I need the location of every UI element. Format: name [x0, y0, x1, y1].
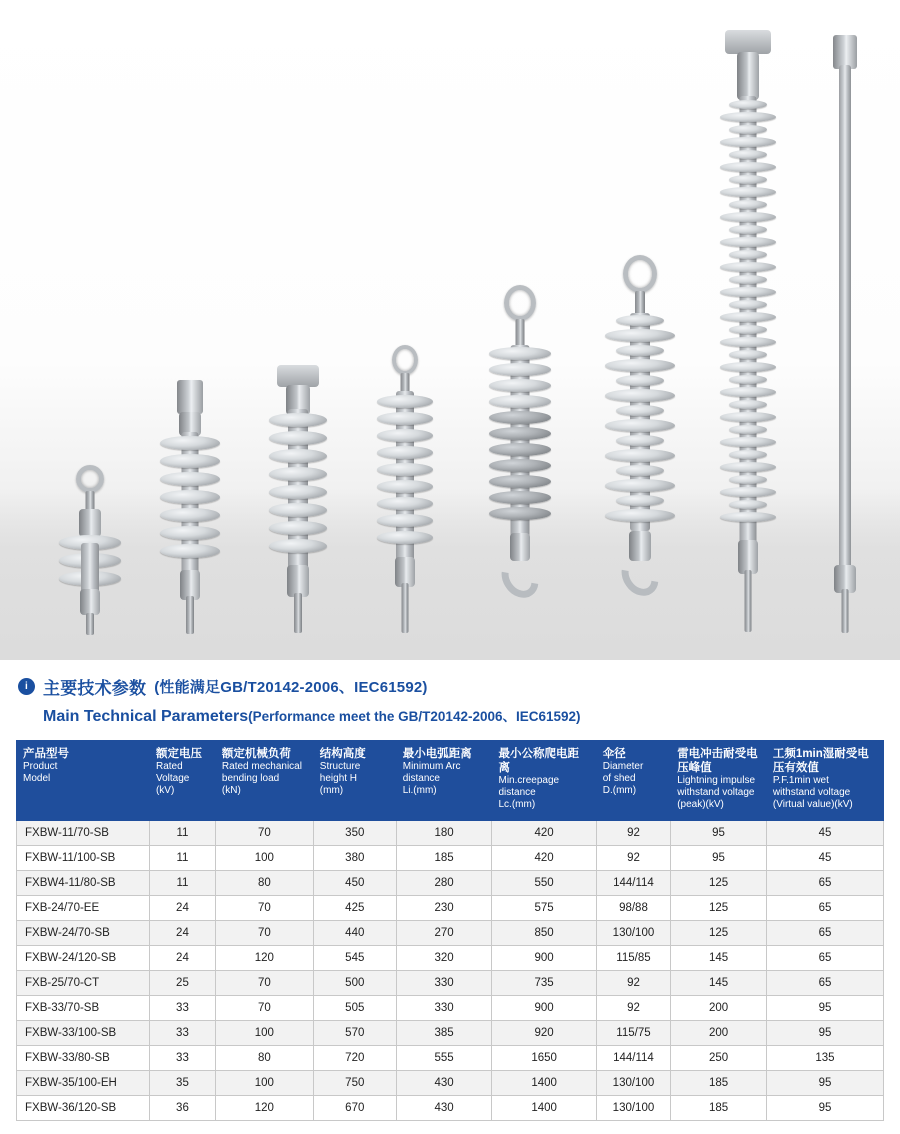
cell-value: 180: [396, 820, 492, 845]
cell-value: 570: [313, 1020, 396, 1045]
shed: [720, 437, 776, 447]
shed: [605, 329, 675, 342]
shed: [616, 345, 664, 356]
shed: [160, 526, 220, 540]
cell-value: 70: [215, 995, 313, 1020]
shed: [489, 347, 551, 360]
shed: [605, 449, 675, 462]
hook-fitting-icon: [614, 549, 666, 603]
cell-value: 98/88: [596, 895, 670, 920]
header-en: Product Model: [23, 761, 58, 785]
ball-socket-fitting-icon: [277, 365, 319, 387]
cell-value: 545: [313, 945, 396, 970]
cell-value: 120: [215, 1095, 313, 1120]
header-cn: 最小公称爬电距离: [498, 748, 579, 775]
shed: [720, 412, 776, 422]
lower-stem: [402, 583, 409, 633]
shed: [605, 359, 675, 372]
shed: [377, 531, 433, 544]
cell-value: 70: [215, 920, 313, 945]
cell-value: 270: [396, 920, 492, 945]
cell-value: 65: [766, 970, 883, 995]
cell-value: 115/75: [596, 1020, 670, 1045]
table-row: [17, 895, 884, 920]
cell-product-model: FXBW4-11/80-SB: [17, 870, 150, 895]
shed: [377, 429, 433, 442]
metal-rod: [401, 373, 410, 393]
eye-fitting-icon: [504, 285, 536, 321]
cell-value: 33: [149, 1020, 215, 1045]
cell-value: 11: [149, 820, 215, 845]
shed: [269, 521, 327, 535]
eye-fitting-icon: [623, 255, 657, 293]
cell-value: 720: [313, 1045, 396, 1070]
cell-value: 200: [671, 1020, 767, 1045]
shed: [729, 225, 767, 234]
section-heading: [0, 660, 900, 728]
shed: [489, 363, 551, 376]
cell-value: 125: [671, 895, 767, 920]
cell-value: 95: [671, 845, 767, 870]
cell-value: 100: [215, 845, 313, 870]
core-shaft: [839, 65, 851, 570]
cell-value: 550: [492, 870, 596, 895]
insulator-7-fxbw-35-100: [695, 30, 800, 635]
shed: [616, 315, 664, 326]
cell-value: 144/114: [596, 1045, 670, 1070]
cell-value: 420: [492, 845, 596, 870]
shed: [605, 479, 675, 492]
table-header-cell-2: [215, 741, 313, 821]
shed: [489, 379, 551, 392]
cell-value: 430: [396, 1095, 492, 1120]
heading-en-title: Main Technical Parameters: [43, 708, 249, 725]
cell-value: 45: [766, 845, 883, 870]
heading-cn-sub: (性能满足GB/T20142-2006、IEC61592): [154, 679, 428, 696]
header-cn: 结构高度: [319, 748, 366, 760]
cell-product-model: FXB-33/70-SB: [17, 995, 150, 1020]
header-en: Lightning impulse withstand voltage (peak)(kV): [677, 775, 756, 811]
insulator-6-fxbw-33-100: [585, 255, 695, 635]
cell-product-model: FXBW-11/100-SB: [17, 845, 150, 870]
table-header-cell-6: [596, 741, 670, 821]
cell-value: 145: [671, 970, 767, 995]
shed: [616, 375, 664, 386]
shed: [720, 512, 776, 522]
shed: [605, 509, 675, 522]
cell-value: 230: [396, 895, 492, 920]
shed: [729, 275, 767, 284]
shed: [616, 465, 664, 476]
table-header-cell-8: [766, 741, 883, 821]
header-en: Rated Voltage (kV): [155, 761, 190, 797]
table-row: [17, 1070, 884, 1095]
cell-value: 95: [766, 995, 883, 1020]
header-cn: 最小电弧距离: [402, 748, 472, 760]
insulator-2-fxbw-11-100: [145, 380, 235, 635]
cell-value: 24: [149, 920, 215, 945]
cell-value: 70: [215, 895, 313, 920]
shed: [160, 472, 220, 486]
shed: [729, 300, 767, 309]
table-row: [17, 870, 884, 895]
lower-cap: [738, 540, 758, 574]
cell-value: 95: [766, 1020, 883, 1045]
cell-value: 130/100: [596, 1070, 670, 1095]
cell-value: 70: [215, 820, 313, 845]
shed: [489, 459, 551, 472]
heading-en-sub: (Performance meet the GB/T20142-2006、IEC61592): [248, 709, 581, 724]
header-cn: 额定机械负荷: [221, 748, 291, 760]
header-en: P.F.1min wet withstand voltage (Virtual value)(kV): [772, 775, 853, 811]
shed: [489, 411, 551, 424]
shed: [720, 112, 776, 122]
table-row: [17, 1095, 884, 1120]
cell-value: 135: [766, 1045, 883, 1070]
cell-value: 95: [766, 1095, 883, 1120]
cell-value: 575: [492, 895, 596, 920]
shed: [377, 497, 433, 510]
cell-value: 555: [396, 1045, 492, 1070]
shed: [489, 427, 551, 440]
shed: [720, 162, 776, 172]
table-header-row: [17, 741, 884, 821]
upper-cap: [79, 509, 101, 537]
ball-socket-fitting-icon: [725, 30, 771, 54]
cell-value: 125: [671, 920, 767, 945]
shed: [720, 137, 776, 147]
table-header-cell-5: [492, 741, 596, 821]
cell-value: 65: [766, 870, 883, 895]
clevis-fitting-icon: [833, 35, 857, 69]
shed: [160, 454, 220, 468]
shed: [720, 212, 776, 222]
cell-value: 65: [766, 920, 883, 945]
cell-value: 750: [313, 1070, 396, 1095]
cell-value: 45: [766, 820, 883, 845]
shed: [377, 395, 433, 408]
shed: [720, 262, 776, 272]
cell-value: 420: [492, 820, 596, 845]
shed: [720, 362, 776, 372]
cell-value: 80: [215, 870, 313, 895]
shed: [160, 490, 220, 504]
cell-value: 1400: [492, 1070, 596, 1095]
eye-fitting-icon: [76, 465, 104, 493]
shed: [729, 325, 767, 334]
cell-product-model: FXBW-11/70-SB: [17, 820, 150, 845]
header-cn: 雷电冲击耐受电压峰值: [677, 748, 758, 775]
lower-cap: [510, 533, 530, 561]
shed: [489, 475, 551, 488]
shed: [489, 491, 551, 504]
cell-value: 320: [396, 945, 492, 970]
cell-value: 70: [215, 970, 313, 995]
shed: [720, 387, 776, 397]
shed: [720, 487, 776, 497]
cell-value: 200: [671, 995, 767, 1020]
cell-value: 92: [596, 845, 670, 870]
table-header-cell-1: [149, 741, 215, 821]
shed: [729, 450, 767, 459]
table-row: [17, 995, 884, 1020]
cell-value: 11: [149, 845, 215, 870]
cell-value: 144/114: [596, 870, 670, 895]
cell-value: 185: [671, 1095, 767, 1120]
shed: [269, 413, 327, 427]
cell-value: 33: [149, 1045, 215, 1070]
cell-value: 900: [492, 995, 596, 1020]
shed: [616, 435, 664, 446]
shed: [269, 485, 327, 499]
insulator-8-fxbw-36-120: [810, 35, 880, 635]
cell-value: 425: [313, 895, 396, 920]
lower-cap: [80, 589, 100, 615]
shed: [729, 250, 767, 259]
table-row: [17, 920, 884, 945]
table-row: [17, 1045, 884, 1070]
header-cn: 额定电压: [155, 748, 202, 760]
cell-value: 35: [149, 1070, 215, 1095]
shed: [729, 125, 767, 134]
parameters-table: [16, 740, 884, 1121]
lower-stem: [86, 613, 94, 635]
shed: [269, 431, 327, 445]
table-row: [17, 845, 884, 870]
shed: [377, 446, 433, 459]
cell-value: 1400: [492, 1095, 596, 1120]
info-icon: i: [18, 678, 35, 695]
shed: [729, 425, 767, 434]
header-en: Minimum Arc distance Li.(mm): [402, 761, 461, 797]
shed: [720, 312, 776, 322]
cell-value: 670: [313, 1095, 396, 1120]
cell-value: 735: [492, 970, 596, 995]
cell-value: 24: [149, 895, 215, 920]
cell-product-model: FXBW-24/70-SB: [17, 920, 150, 945]
hook-fitting-icon: [494, 551, 546, 605]
parameters-table-wrap: [0, 728, 900, 1121]
shed: [605, 389, 675, 402]
header-en: Structure height H (mm): [319, 761, 361, 797]
cell-value: 100: [215, 1020, 313, 1045]
shed: [377, 412, 433, 425]
shed: [720, 462, 776, 472]
insulator-4-fxb-24-70: [360, 345, 450, 635]
cell-value: 100: [215, 1070, 313, 1095]
shed: [269, 467, 327, 481]
shed: [489, 443, 551, 456]
cell-value: 430: [396, 1070, 492, 1095]
cell-value: 850: [492, 920, 596, 945]
cell-value: 95: [766, 1070, 883, 1095]
shed: [729, 150, 767, 159]
cell-value: 450: [313, 870, 396, 895]
shed: [729, 175, 767, 184]
cell-value: 330: [396, 970, 492, 995]
cell-value: 900: [492, 945, 596, 970]
table-header-cell-3: [313, 741, 396, 821]
cell-value: 145: [671, 945, 767, 970]
table-row: [17, 945, 884, 970]
shed: [489, 395, 551, 408]
cell-product-model: FXBW-35/100-EH: [17, 1070, 150, 1095]
cell-product-model: FXB-24/70-EE: [17, 895, 150, 920]
upper-cap: [737, 52, 759, 100]
shed: [729, 400, 767, 409]
table-header: [17, 741, 884, 821]
heading-chinese: [18, 674, 882, 699]
cell-value: 505: [313, 995, 396, 1020]
header-cn: 工频1min湿耐受电压有效值: [772, 748, 869, 775]
shed: [720, 187, 776, 197]
cell-value: 65: [766, 895, 883, 920]
cell-value: 92: [596, 995, 670, 1020]
cell-value: 80: [215, 1045, 313, 1070]
table-header-cell-0: [17, 741, 150, 821]
lower-stem: [294, 593, 302, 633]
shed: [729, 350, 767, 359]
table-row: [17, 970, 884, 995]
cell-value: 33: [149, 995, 215, 1020]
cell-value: 92: [596, 970, 670, 995]
shed: [269, 539, 327, 553]
cell-value: 115/85: [596, 945, 670, 970]
shed: [616, 405, 664, 416]
cell-value: 380: [313, 845, 396, 870]
cell-value: 330: [396, 995, 492, 1020]
cell-product-model: FXBW-33/80-SB: [17, 1045, 150, 1070]
eye-fitting-icon: [392, 345, 418, 375]
cell-value: 25: [149, 970, 215, 995]
header-cn: 产品型号: [23, 748, 69, 760]
header-en: Min.creepage distance Lc.(mm): [498, 775, 560, 811]
shed: [720, 337, 776, 347]
cell-value: 500: [313, 970, 396, 995]
heading-english: [43, 705, 882, 726]
cell-value: 350: [313, 820, 396, 845]
cell-value: 92: [596, 820, 670, 845]
shed: [720, 237, 776, 247]
cell-value: 185: [396, 845, 492, 870]
cell-value: 920: [492, 1020, 596, 1045]
shed: [729, 100, 767, 109]
shed: [489, 507, 551, 520]
cell-value: 11: [149, 870, 215, 895]
shed: [616, 495, 664, 506]
shed: [729, 475, 767, 484]
cell-value: 185: [671, 1070, 767, 1095]
lower-stem: [186, 596, 194, 634]
table-header-cell-7: [671, 741, 767, 821]
shed: [729, 375, 767, 384]
cell-value: 1650: [492, 1045, 596, 1070]
shed: [605, 419, 675, 432]
clevis-fitting-icon: [177, 380, 203, 414]
shed: [729, 200, 767, 209]
cell-value: 280: [396, 870, 492, 895]
shed: [377, 463, 433, 476]
table-body: [17, 820, 884, 1120]
shed: [160, 436, 220, 450]
cell-value: 130/100: [596, 1095, 670, 1120]
header-cn: 伞径: [602, 748, 626, 760]
table-row: [17, 1020, 884, 1045]
cell-product-model: FXBW-33/100-SB: [17, 1020, 150, 1045]
shed: [269, 503, 327, 517]
cell-product-model: FXB-25/70-CT: [17, 970, 150, 995]
table-header-cell-4: [396, 741, 492, 821]
header-en: Diameter of shed D.(mm): [602, 761, 644, 797]
cell-product-model: FXBW-24/120-SB: [17, 945, 150, 970]
lower-stem: [842, 589, 849, 633]
cell-product-model: FXBW-36/120-SB: [17, 1095, 150, 1120]
cell-value: 65: [766, 945, 883, 970]
shed: [160, 508, 220, 522]
cell-value: 125: [671, 870, 767, 895]
header-en: Rated mechanical bending load (kN): [221, 761, 302, 797]
cell-value: 440: [313, 920, 396, 945]
lower-stem: [744, 570, 751, 632]
cell-value: 250: [671, 1045, 767, 1070]
insulator-3-fxbw4-11-80: [253, 365, 343, 635]
shed: [269, 449, 327, 463]
shed: [160, 544, 220, 558]
insulator-1-fxbw-11-70: [45, 465, 135, 635]
table-row: [17, 820, 884, 845]
cell-value: 130/100: [596, 920, 670, 945]
shed: [729, 500, 767, 509]
shed: [720, 287, 776, 297]
shed: [377, 514, 433, 527]
cell-value: 95: [671, 820, 767, 845]
cell-value: 385: [396, 1020, 492, 1045]
shed: [377, 480, 433, 493]
cell-value: 36: [149, 1095, 215, 1120]
heading-cn-title: 主要技术参数: [43, 679, 147, 698]
cell-value: 24: [149, 945, 215, 970]
insulator-5-fxbw-24-120: [470, 285, 570, 635]
cell-value: 120: [215, 945, 313, 970]
